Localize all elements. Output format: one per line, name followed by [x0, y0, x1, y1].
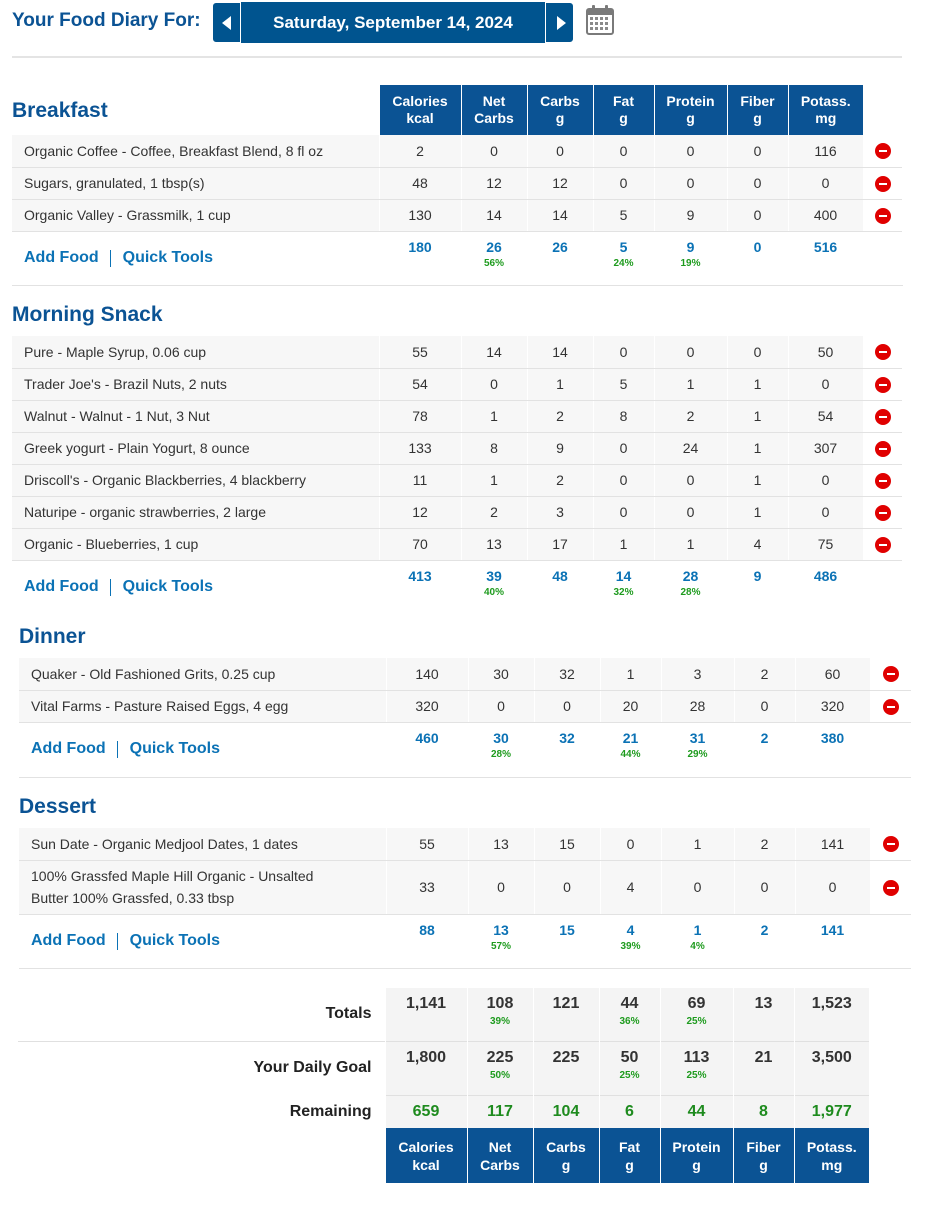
col-header-fat: Fat g	[593, 85, 654, 135]
meal-table-dinner	[19, 658, 911, 776]
daily-summary-table	[18, 988, 869, 1183]
meal-table-breakfast	[12, 85, 902, 285]
totals-label: Totals	[325, 1005, 372, 1023]
food-row: Greek yogurt - Plain Yogurt, 8 ounce 133 8 9 0 24 1 307	[12, 432, 902, 464]
calendar-icon[interactable]	[586, 5, 614, 35]
food-row: Driscoll's - Organic Blackberries, 4 blackberry 11 1 2 0 0 1 0	[12, 464, 902, 496]
food-name[interactable]: Sun Date - Organic Medjool Dates, 1 dates	[19, 828, 386, 860]
footer-col-potassium: Potass. mg	[794, 1128, 869, 1183]
food-row: Organic - Blueberries, 1 cup 70 13 17 1 1 4 75	[12, 528, 902, 560]
meal-totals-row: Add Food Quick Tools 88 13 57% 15 4 39% 1 4% 2 141	[31, 921, 845, 952]
food-row: 100% Grassfed Maple Hill Organic - Unsalted Butter 100% Grassfed, 0.33 tbsp 33 0 0 4 0 0 0	[19, 860, 911, 914]
food-row: Trader Joe's - Brazil Nuts, 2 nuts 54 0 1 5 1 1 0	[12, 368, 902, 400]
col-header-carbs: Carbs g	[527, 85, 593, 135]
quick-tools-link[interactable]: Quick Tools	[129, 740, 221, 758]
meal-table-morning-snack	[12, 336, 902, 614]
col-header-fiber: Fiber g	[727, 85, 788, 135]
quick-tools-link[interactable]: Quick Tools	[122, 578, 214, 596]
food-row: Pure - Maple Syrup, 0.06 cup 55 14 14 0 0 0 50	[12, 336, 902, 368]
add-food-link[interactable]: Add Food	[24, 578, 99, 596]
food-name[interactable]: Walnut - Walnut - 1 Nut, 3 Nut	[12, 400, 379, 432]
remove-food-icon[interactable]	[875, 377, 891, 393]
meal-title-morning-snack: Morning Snack	[12, 303, 163, 326]
food-name[interactable]: Quaker - Old Fashioned Grits, 0.25 cup	[19, 658, 386, 690]
diary-header	[12, 2, 902, 58]
divider	[12, 285, 903, 286]
food-row: Sun Date - Organic Medjool Dates, 1 dates 55 13 15 0 1 2 141	[19, 828, 911, 860]
meal-title-dinner: Dinner	[19, 625, 86, 648]
food-name[interactable]: Organic Coffee - Coffee, Breakfast Blend, 8 fl oz	[12, 135, 379, 167]
divider	[19, 777, 911, 778]
food-name[interactable]: Vital Farms - Pasture Raised Eggs, 4 egg	[19, 690, 386, 722]
food-name[interactable]: 100% Grassfed Maple Hill Organic - Unsalted Butter 100% Grassfed, 0.33 tbsp	[19, 860, 386, 914]
footer-col-fat: Fat g	[599, 1128, 660, 1183]
meal-title-breakfast: Breakfast	[12, 99, 108, 122]
food-name[interactable]: Pure - Maple Syrup, 0.06 cup	[12, 336, 379, 368]
col-header-net-carbs: Net Carbs	[461, 85, 527, 135]
remove-food-icon[interactable]	[883, 880, 899, 896]
totals-row: Totals 1,141 108 39% 121 44 36% 69 25% 13 1,523	[18, 988, 869, 1041]
remaining-row: Remaining 659 117 104 6 44 8 1,977	[18, 1095, 869, 1128]
footer-col-protein: Protein g	[660, 1128, 733, 1183]
food-row: Organic Valley - Grassmilk, 1 cup 130 14 14 5 9 0 400	[12, 199, 902, 231]
food-name[interactable]: Trader Joe's - Brazil Nuts, 2 nuts	[12, 368, 379, 400]
add-food-link[interactable]: Add Food	[24, 249, 99, 267]
col-header-potassium: Potass. mg	[788, 85, 863, 135]
meal-title-dessert: Dessert	[19, 795, 97, 818]
food-row: Organic Coffee - Coffee, Breakfast Blend, 8 fl oz 2 0 0 0 0 0 116	[12, 135, 902, 167]
food-row: Vital Farms - Pasture Raised Eggs, 4 egg 320 0 0 20 28 0 320	[19, 690, 911, 722]
food-name[interactable]: Sugars, granulated, 1 tbsp(s)	[12, 167, 379, 199]
meal-totals-row: Add Food Quick Tools 460 30 28% 32 21 44% 31 29% 2 380	[31, 729, 845, 760]
footer-col-net-carbs: Net Carbs	[467, 1128, 533, 1183]
arrow-left-icon	[222, 16, 231, 30]
remove-food-icon[interactable]	[875, 176, 891, 192]
remove-food-icon[interactable]	[875, 537, 891, 553]
food-row: Walnut - Walnut - 1 Nut, 3 Nut 78 1 2 8 2 1 54	[12, 400, 902, 432]
remove-food-icon[interactable]	[875, 505, 891, 521]
food-name[interactable]: Naturipe - organic strawberries, 2 large	[12, 496, 379, 528]
remove-food-icon[interactable]	[875, 441, 891, 457]
col-header-protein: Protein g	[654, 85, 727, 135]
quick-tools-link[interactable]: Quick Tools	[122, 249, 214, 267]
diary-title: Your Food Diary For:	[12, 10, 201, 31]
remove-food-icon[interactable]	[883, 666, 899, 682]
daily-goal-label: Your Daily Goal	[18, 1041, 385, 1095]
food-name[interactable]: Greek yogurt - Plain Yogurt, 8 ounce	[12, 432, 379, 464]
food-name[interactable]: Organic Valley - Grassmilk, 1 cup	[12, 199, 379, 231]
quick-tools-link[interactable]: Quick Tools	[129, 932, 221, 950]
meal-table-dessert	[19, 828, 911, 968]
divider	[19, 968, 911, 969]
food-row: Sugars, granulated, 1 tbsp(s) 48 12 12 0 0 0 0	[12, 167, 902, 199]
remove-food-icon[interactable]	[875, 409, 891, 425]
daily-goal-row: Your Daily Goal 1,800 225 50% 225 50 25% 113 25% 21 3,500	[18, 1041, 869, 1095]
col-header-calories: Calories kcal	[379, 85, 461, 135]
remove-food-icon[interactable]	[883, 836, 899, 852]
remove-food-icon[interactable]	[875, 344, 891, 360]
remove-food-icon[interactable]	[875, 208, 891, 224]
prev-day-button[interactable]	[212, 2, 241, 43]
remove-food-icon[interactable]	[883, 699, 899, 715]
food-name[interactable]: Driscoll's - Organic Blackberries, 4 blackberry	[12, 464, 379, 496]
food-row: Naturipe - organic strawberries, 2 large 12 2 3 0 0 1 0	[12, 496, 902, 528]
next-day-button[interactable]	[545, 2, 574, 43]
date-display: Saturday, September 14, 2024	[241, 2, 545, 43]
add-food-link[interactable]: Add Food	[31, 740, 106, 758]
food-row: Quaker - Old Fashioned Grits, 0.25 cup 140 30 32 1 3 2 60	[19, 658, 911, 690]
remove-food-icon[interactable]	[875, 143, 891, 159]
arrow-right-icon	[557, 16, 566, 30]
remaining-label: Remaining	[289, 1102, 372, 1120]
meal-totals-row: Add Food Quick Tools 180 26 56% 26 5 24% 9 19% 0 516	[24, 238, 838, 269]
meal-totals-row: Add Food Quick Tools 413 39 40% 48 14 32% 28 28% 9 486	[24, 567, 838, 598]
footer-col-calories: Calories kcal	[385, 1128, 467, 1183]
footer-header-row	[18, 1128, 869, 1183]
food-name[interactable]: Organic - Blueberries, 1 cup	[12, 528, 379, 560]
remove-food-icon[interactable]	[875, 473, 891, 489]
footer-col-carbs: Carbs g	[533, 1128, 599, 1183]
footer-col-fiber: Fiber g	[733, 1128, 794, 1183]
add-food-link[interactable]: Add Food	[31, 932, 106, 950]
